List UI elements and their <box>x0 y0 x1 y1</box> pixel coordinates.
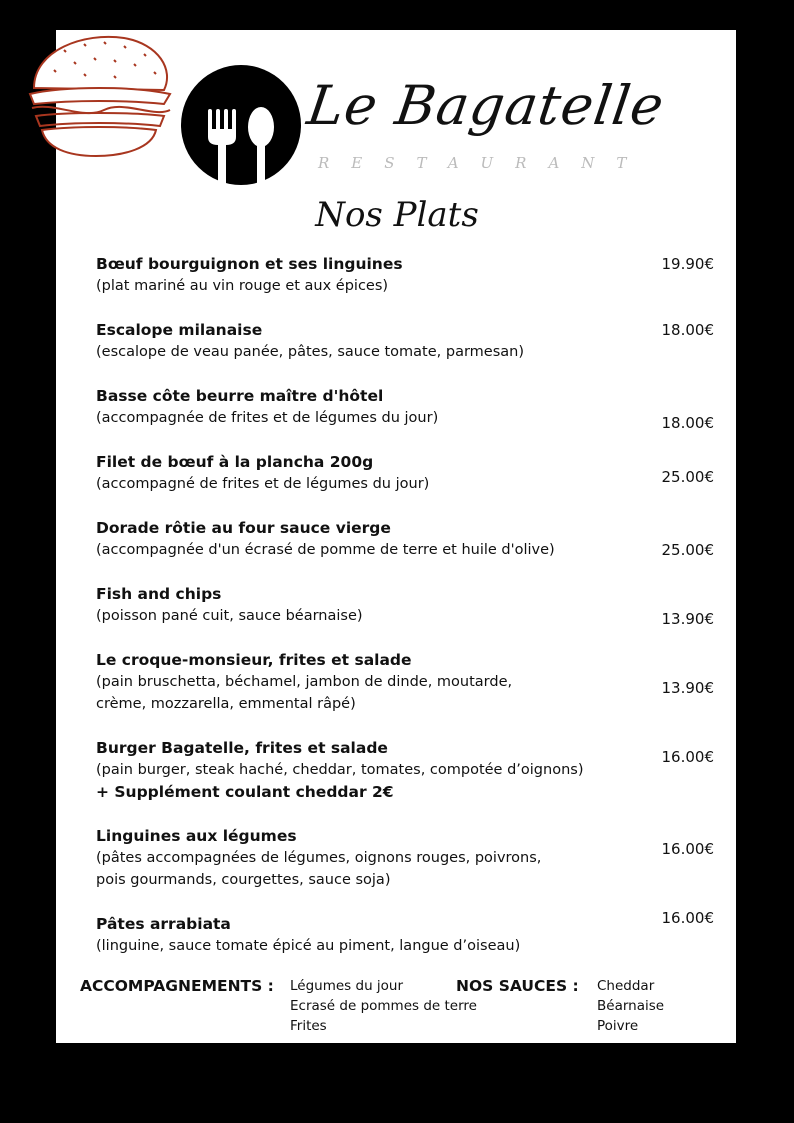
sides-list <box>290 976 477 1036</box>
dish-name: Dorade rôtie au four sauce vierge <box>96 519 391 537</box>
dish-price: 16.00€ <box>661 748 714 766</box>
dish-item <box>96 583 636 627</box>
dish-description: (escalope de veau panée, pâtes, sauce tomate, parmesan) <box>96 344 525 360</box>
section-title: Nos Plats <box>315 195 479 235</box>
dish-item <box>96 825 636 891</box>
dish-item <box>96 451 636 495</box>
dish-description: (pain bruschetta, béchamel, jambon de dinde, moutarde, <box>96 674 513 690</box>
dish-name: Escalope milanaise <box>96 321 263 339</box>
dish-item <box>96 385 636 429</box>
dish-description: (linguine, sauce tomate épicé au piment, langue d’oiseau) <box>96 938 521 954</box>
dish-description: (pâtes accompagnées de légumes, oignons rouges, poivrons, <box>96 850 542 866</box>
dish-name: Linguines aux légumes <box>96 827 297 845</box>
sauce-item: Béarnaise <box>597 998 665 1014</box>
dish-item <box>96 253 636 297</box>
dish-item <box>96 737 636 803</box>
side-item: Légumes du jour <box>290 978 404 994</box>
dish-description-continued: crème, mozzarella, emmental râpé) <box>96 696 356 712</box>
sauces-label: NOS SAUCES : <box>456 977 579 995</box>
dish-price: 18.00€ <box>661 321 714 339</box>
dish-name: Fish and chips <box>96 585 222 603</box>
dish-name: Filet de bœuf à la plancha 200g <box>96 453 374 471</box>
sauce-item: Poivre <box>597 1018 639 1034</box>
side-item: Frites <box>290 1018 327 1034</box>
dish-supplement: + Supplément coulant cheddar 2€ <box>96 783 394 801</box>
dish-description: (accompagné de frites et de légumes du jour) <box>96 476 430 492</box>
dish-name: Basse côte beurre maître d'hôtel <box>96 387 384 405</box>
dish-price: 16.00€ <box>661 840 714 858</box>
dish-price: 19.90€ <box>661 255 714 273</box>
dish-description: (poisson pané cuit, sauce béarnaise) <box>96 608 363 624</box>
dish-price: 13.90€ <box>661 679 714 697</box>
dish-item <box>96 319 636 363</box>
side-item: Ecrasé de pommes de terre <box>290 998 477 1014</box>
dish-name: Burger Bagatelle, frites et salade <box>96 739 388 757</box>
dish-name: Bœuf bourguignon et ses linguines <box>96 255 403 273</box>
dish-item <box>96 649 636 715</box>
dish-item <box>96 517 636 561</box>
dish-price: 13.90€ <box>661 610 714 628</box>
sauces-list <box>597 976 664 1036</box>
fork-spoon-logo-icon <box>181 65 301 185</box>
dish-name: Le croque-monsieur, frites et salade <box>96 651 412 669</box>
dish-description: (pain burger, steak haché, cheddar, tomates, compotée d’oignons) <box>96 762 584 778</box>
dish-item <box>96 913 636 957</box>
sauce-item: Cheddar <box>597 978 655 994</box>
brand-subtitle: RESTAURANT <box>318 154 649 172</box>
dish-price: 25.00€ <box>661 541 714 559</box>
dish-price: 18.00€ <box>661 414 714 432</box>
sides-label: ACCOMPAGNEMENTS : <box>80 977 274 995</box>
dish-price: 16.00€ <box>661 909 714 927</box>
dish-description: (accompagnée d'un écrasé de pomme de terre et huile d'olive) <box>96 542 555 558</box>
dish-price: 25.00€ <box>661 468 714 486</box>
burger-illustration-icon <box>24 30 174 160</box>
dish-description-continued: pois gourmands, courgettes, sauce soja) <box>96 872 391 888</box>
brand-name: Le Bagatelle <box>303 74 669 137</box>
dish-description: (accompagnée de frites et de légumes du jour) <box>96 410 439 426</box>
dish-name: Pâtes arrabiata <box>96 915 231 933</box>
dish-description: (plat mariné au vin rouge et aux épices) <box>96 278 389 294</box>
